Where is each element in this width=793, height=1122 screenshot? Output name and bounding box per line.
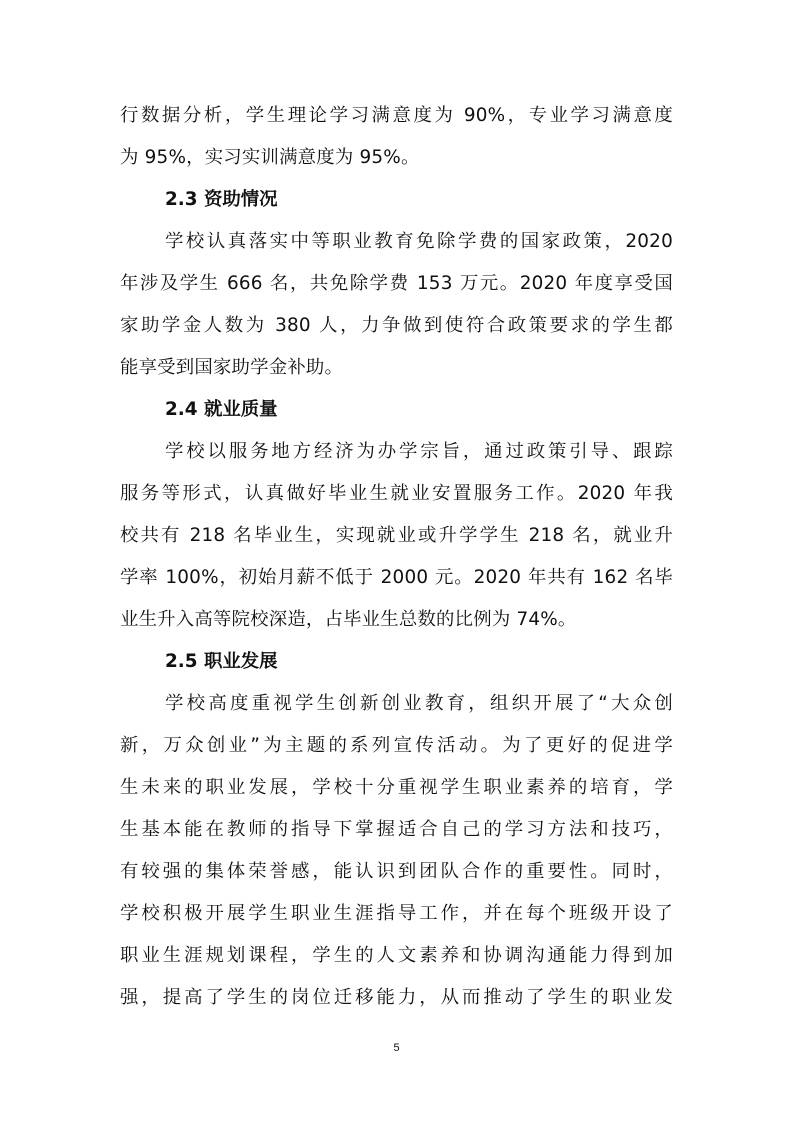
body-text-line: 能享受到国家助学金补助。 <box>120 357 344 378</box>
body-text-line: 业生升入高等院校深造，占毕业生总数的比例为 74%。 <box>120 609 577 630</box>
section-heading-2-3: 2.3 资助情况 <box>165 189 278 210</box>
body-text-line: 生基本能在教师的指导下掌握适合自己的学习方法和技巧， <box>120 819 673 840</box>
page-number: 5 <box>393 1042 400 1054</box>
body-text-line: 新，万众创业”为主题的系列宣传活动。为了更好的促进学 <box>120 735 673 756</box>
body-text-line: 服务等形式，认真做好毕业生就业安置服务工作。2020 年我 <box>120 483 673 504</box>
body-text-line: 学率 100%，初始月薪不低于 2000 元。2020 年共有 162 名毕 <box>120 567 673 588</box>
body-text-line: 家助学金人数为 380 人，力争做到使符合政策要求的学生都 <box>120 315 673 336</box>
body-text-line: 学校高度重视学生创新创业教育，组织开展了“大众创 <box>165 693 673 714</box>
section-heading-2-5: 2.5 职业发展 <box>165 651 278 672</box>
body-text-line: 学校积极开展学生职业生涯指导工作，并在每个班级开设了 <box>120 903 673 924</box>
section-heading-2-4: 2.4 就业质量 <box>165 399 278 420</box>
body-text-line: 学校以服务地方经济为办学宗旨，通过政策引导、跟踪 <box>165 441 673 462</box>
body-text-line: 校共有 218 名毕业生，实现就业或升学学生 218 名，就业升 <box>120 525 673 546</box>
body-text-line: 年涉及学生 666 名，共免除学费 153 万元。2020 年度享受国 <box>120 273 673 294</box>
body-text-line: 为 95%，实习实训满意度为 95%。 <box>120 147 420 168</box>
body-text-line: 有较强的集体荣誉感，能认识到团队合作的重要性。同时， <box>120 861 673 882</box>
body-text-line: 生未来的职业发展，学校十分重视学生职业素养的培育，学 <box>120 777 673 798</box>
body-text-line: 职业生涯规划课程，学生的人文素养和协调沟通能力得到加 <box>120 945 673 966</box>
body-text-line: 学校认真落实中等职业教育免除学费的国家政策，2020 <box>165 231 673 252</box>
body-text-line: 行数据分析，学生理论学习满意度为 90%，专业学习满意度 <box>120 105 673 126</box>
body-text-line: 强，提高了学生的岗位迁移能力，从而推动了学生的职业发 <box>120 987 673 1008</box>
